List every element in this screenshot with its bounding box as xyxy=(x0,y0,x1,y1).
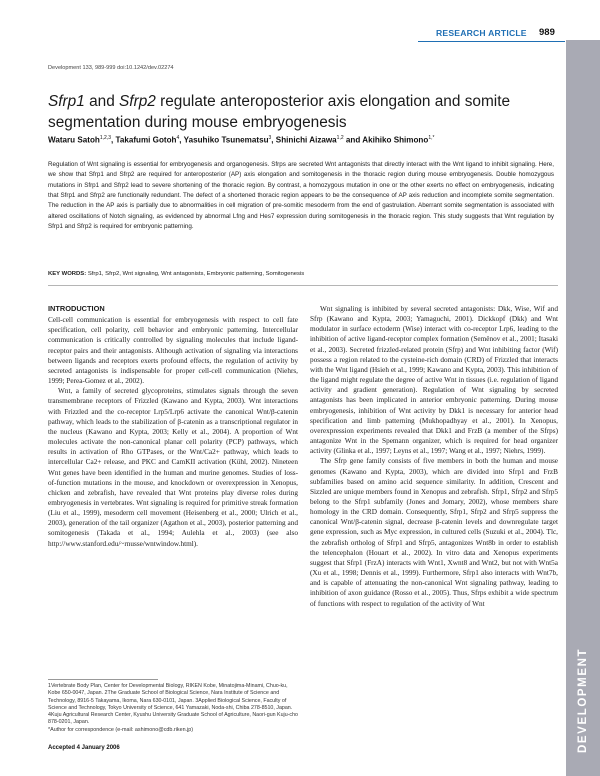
journal-side-label: DEVELOPMENT xyxy=(577,647,589,753)
citation-line: Development 133, 989-999 doi:10.1242/dev.02274 xyxy=(48,65,174,71)
body-paragraph: The Sfrp gene family consists of five members in both the human and mouse genomes (Kawano and Kypta, 2003), which are divided into Sfrp1 and FrzB subfamilies based on amino acid sequence similarity. In addition, Crescent and Sizzled are unique members found in Xenopus and zebrafish. Sfrp1, Sfrp2 and Sfrp5 belong to the Sfrp1 subfamily (Jones and Jomary, 2002), whose members share homology in the CRD domain. Consequently, Sfrp1, Sfrp2 and Sfrp5 suppress the canonical Wnt/β-catenin signal, decrease β-catenin levels and downregulate target gene expression, such as Myc expression, in cultured cells (Suzuki et al., 2004). Tlc, the zebrafish ortholog of Sfrp1 and Sfrp5, antagonizes Wnt8b in order to establish the telencephalon (Houart et al., 2002). In vitro data and Xenopus experiments suggest that Sfrp1 (FrzA) interacts with Wnt1, Xwnt8 and Wnt2, but not with Wnt5a (Xu et al., 1998; Dennis et al., 1999). Furthermore, Sfrp1 also interacts with Wnt7b, and is capable of attenuating the non-canonical Wnt signaling pathway, leading to inhibition of axon guidance (Rosso et al., 2005). Thus, Sfrps exhibit a wide spectrum of functions with respect to regulation of the activity of Wnt xyxy=(310,457,558,608)
right-column xyxy=(310,304,558,609)
author-name: Akihiko Shimono xyxy=(362,135,429,145)
title-conj: and xyxy=(84,93,120,110)
title-rest: regulate anteroposterior axis elongation and somite segmentation during mouse embryogenesis xyxy=(48,93,511,131)
author-name: Wataru Satoh xyxy=(48,135,100,145)
section-heading-introduction: INTRODUCTION xyxy=(48,304,105,313)
author-separator: , xyxy=(271,135,276,145)
article-title xyxy=(48,91,558,133)
author-separator: , xyxy=(111,135,116,145)
section-divider xyxy=(48,285,558,286)
author-affiliation-mark: 3 xyxy=(268,135,272,141)
left-column xyxy=(48,304,298,549)
section-label: RESEARCH ARTICLE xyxy=(436,28,527,38)
author-list xyxy=(48,135,558,145)
abstract: Regulation of Wnt signaling is essential for embryogenesis and organogenesis. Sfrps are secreted Wnt antagonists that directly interact with the Wnt ligand to inhibit signaling. Here, we show that Sfrp1 and Sfrp2 are required for anteroposterior (AP) axis elongation and somitogenesis in the thoracic region during mouse embryogenesis. Double homozygous mutations in Sfrp1 and Sfrp2 lead to severe shortening of the thoracic region. By contrast, a homozygous mutation in one or the other exerts no effect on embryogenesis, indicating that Sfrp1 and Sfrp2 are functionally redundant. The defect of a shortened thoracic region appears to be the consequence of AP axis reduction and incomplete somite segmentation. The reduction in the AP axis is partially due to abnormalities in cell migration of pre-somitic mesoderm from the end of gastrulation. Aberrant somite segmentation is associated with altered oscillations of Notch signaling, as evidenced by abnormal Lfng and Hes7 expression during somitogenesis in the thoracic region. This study suggests that Wnt regulation by Sfrp1 and Sfrp2 is required for embryonic patterning. xyxy=(48,161,554,231)
author-name: Yasuhiko Tsunematsu xyxy=(183,135,269,145)
keywords-text: Sfrp1, Sfrp2, Wnt signaling, Wnt antagonists, Embryonic patterning, Somitogenesis xyxy=(86,271,305,277)
keywords xyxy=(48,271,558,277)
author-name: Takafumi Gotoh xyxy=(115,135,177,145)
page-number: 989 xyxy=(539,27,555,38)
author-affiliation-mark: 4 xyxy=(176,135,180,141)
header-rule xyxy=(418,41,565,42)
author-name: Shinichi Aizawa xyxy=(275,135,337,145)
accepted-date: Accepted 4 January 2006 xyxy=(48,745,120,751)
author-affiliation-mark: 1,* xyxy=(428,135,435,141)
keywords-label: KEY WORDS: xyxy=(48,271,87,277)
correspondence-note: *Author for correspondence (e-mail: ashimono@cdb.riken.jp) xyxy=(48,727,194,733)
author-affiliation-mark: 1,2 xyxy=(336,135,344,141)
body-paragraph: Wnt signaling is inhibited by several secreted antagonists: Dkk, Wise, Wif and Sfrp (Kawano and Kypta, 2003; Yamaguchi, 2001). Dickkopf (Dkk) and Wnt modulator in surface ectoderm (Wise) interact with co-receptor Lrp6, leading to the inhibition of active ligand-receptor complex formation (Semënov et al., 2001; Itasaki et al., 2003). Secreted frizzled-related protein (Sfrp) and Wnt inhibiting factor (Wif) possess a region related to the cysteine-rich domain (CRD) of Frizzled that interacts with the Wnt ligand (Hsieh et al., 1999; Kawano and Kypta, 2003). This inhibition of the ligand might regulate the degree of active Wnt in tissues (i.e. regulation of ligand activity and gradient generation). Regulation of Wnt signaling by secreted antagonists has been implicated in anterior embryonic patterning. During mouse embryogenesis, inhibition of Wnt activity by Dkk1 is necessary for anterior head specification and limb patterning (Mukhopadhyay et al., 2001). In Xenopus, overexpression experiments revealed that Dkk1 and FrzB (a member of the Sfrps) antagonize Wnt in the Spemann organizer, which is required for head organizer activity (Glinka et al., 1997; Leyns et al., 1997; Wang et al., 1997; Niehrs, 1999). xyxy=(310,305,558,456)
body-paragraph: Cell-cell communication is essential for embryogenesis with respect to cell fate specification, cell polarity, cell behavior and embryonic patterning. Intercellular communication is critically controlled by signaling molecules that include ligand-receptor pairs and their antagonists. Although activation of signaling via interactions between ligands and receptors exerts profound effects, the regulation of activity by secreted antagonists is indispensable for proper cell-cell communication (Niehrs, 1999; Perea-Gomez et al., 2002). xyxy=(48,316,298,386)
author-separator: , xyxy=(179,135,184,145)
footnote-rule xyxy=(48,679,158,680)
author-separator: and xyxy=(343,135,363,145)
title-gene-2: Sfrp2 xyxy=(119,93,156,110)
author-affiliation-mark: 1,2,3 xyxy=(99,135,111,141)
title-gene-1: Sfrp1 xyxy=(48,93,85,110)
body-paragraph: Wnt, a family of secreted glycoproteins, stimulates signals through the seven transmembrane receptors of Frizzled (Kawano and Kypta, 2003). Wnt interactions with Frizzled and the co-receptor Lrp5/Lrp6 activate the canonical Wnt/β-catenin pathway, which leads to the stabilization of β-catenin as a transcriptional regulator in the nucleus (Kawano and Kypta, 2003; Kelly et al., 2004). A proportion of Wnt molecules activate the non-canonical planar cell polarity (PCP) pathways, which results in activation of Rho GTPases, or the Wnt/Ca2+ pathway, which leads to intercellular Ca2+ release, and PKC and CamKII activation (Kühl, 2002). Nineteen Wnt genes have been identified in the human and murine genomes. Studies of loss-of-function mutations in the mouse, and knockdown or overexpression in Xenopus, chicken and zebrafish, have revealed that Wnt proteins play diverse roles during embryogenesis in vertebrates. Wnt signaling is required for primitive streak formation (Liu et al., 1999), mesoderm cell movement (Heisenberg et al., 2000; Ulrich et al., 2003), generation of the tail organizer (Agathon et al., 2003), posterior patterning and somitogenesis (Takada et al., 1994; Aulehla et al., 2003) (see also http://www.stanford.edu/~rnusse/wntwindow.html). xyxy=(48,387,298,548)
affiliations-footnote: 1Vertebrate Body Plan, Center for Developmental Biology, RIKEN Kobe, Minatojima-Minami, Chuo-ku, Kobe 650-0047, Japan. 2The Graduate School of Biological Science, Nara Institute of Science and Technology, 8916-5 Takayama, Ikoma, Nara 630-0101, Japan. 3Applied Biological Science, Faculty of Science and Technology, Tokyo University of Science, 641 Yamazaki, Noda-shi, Chiba 278-8510, Japan. 4Kuju Agricultural Research Center, Kyushu University Graduate School of Agriculture, Naori-gun Kuju-cho 878-0201, Japan. xyxy=(48,683,298,726)
